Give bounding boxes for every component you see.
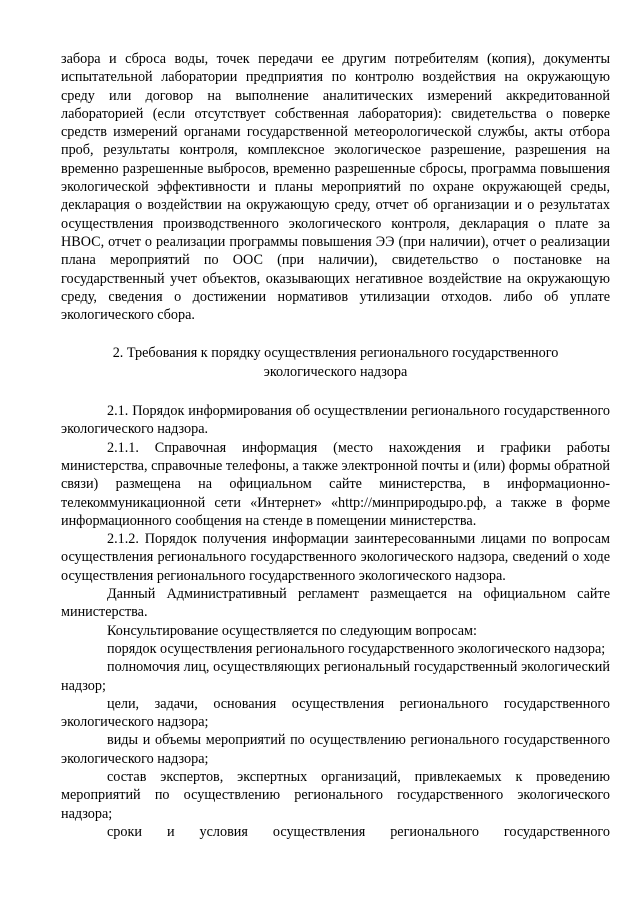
paragraph-consulting-topics: Консультирование осуществляется по следующим вопросам: [107, 622, 477, 639]
list-item: цели, задачи, основания осуществления регионального государственного экологического надзора; [61, 695, 610, 731]
document-page [61, 50, 610, 841]
paragraph-2-1-1: 2.1.1. Справочная информация (место нахождения и графики работы министерства, справочные телефоны, а также электронной почты и (или) формы обратной связи) размещена на официальном сайте министерства, в информационно-телекоммуникационной сети «Интернет» «http://минприродыро.рф, а также в форме информационного сообщения на стенде в помещении министерства. [61, 439, 610, 529]
list-item: порядок осуществления регионального государственного экологического надзора; [107, 640, 606, 657]
section-heading: 2. Требования к порядку осуществления регионального государственного экологического надзора [112, 345, 559, 380]
list-item: полномочия лиц, осуществляющих региональный государственный экологический надзор; [61, 659, 610, 694]
paragraph-2-1-2: 2.1.2. Порядок получения информации заинтересованными лицами по вопросам осуществления регионального государственного экологического надзора, сведений о ходе осуществления регионального государственного экологического надзора. [61, 531, 610, 584]
list-item: состав экспертов, экспертных организаций, привлекаемых к проведению мероприятий по осуществлению регионального государственного экологического надзора; [61, 768, 610, 822]
intro-paragraph: забора и сброса воды, точек передачи ее другим потребителям (копия), документы испытательной лаборатории предприятия по контролю воздействия на окружающую среду или договор на выполнение аналитических измерений аккредитованной лабораторией (если отсутствует собственная лаборатория): свидетельства о поверке средств измерений органами государственной метеорологической службы, акты отбора проб, результаты контроля, комплексное экологическое разрешение, разрешения на временно разрешенные выбросов, временно разрешенные сбросы, программа повышения экологической эффективности и планы мероприятий по охране окружающей среды, декларация о воздействии на окружающую среду, отчет об организации и о результатах осуществления производственного экологического контроля, декларация о плате за НВОС, отчет о реализации программы повышения ЭЭ (при наличии), отчет о реализации плана мероприятий по ООС (при наличии), свидетельство о постановке на государственный учет объектов, оказывающих негативное воздействие на окружающую среду, сведения о достижении нормативов утилизации отходов. либо об уплате экологического сбора. [61, 51, 610, 324]
list-item-truncated: сроки и условия осуществления регионального государственного [107, 823, 610, 840]
paragraph-2-1: 2.1. Порядок информирования об осуществлении регионального государственного экологического надзора. [61, 403, 610, 438]
paragraph-regulation-published: Данный Административный регламент размещается на официальном сайте министерства. [61, 586, 610, 621]
list-item: виды и объемы мероприятий по осуществлению регионального государственного экологического надзора; [61, 732, 610, 767]
